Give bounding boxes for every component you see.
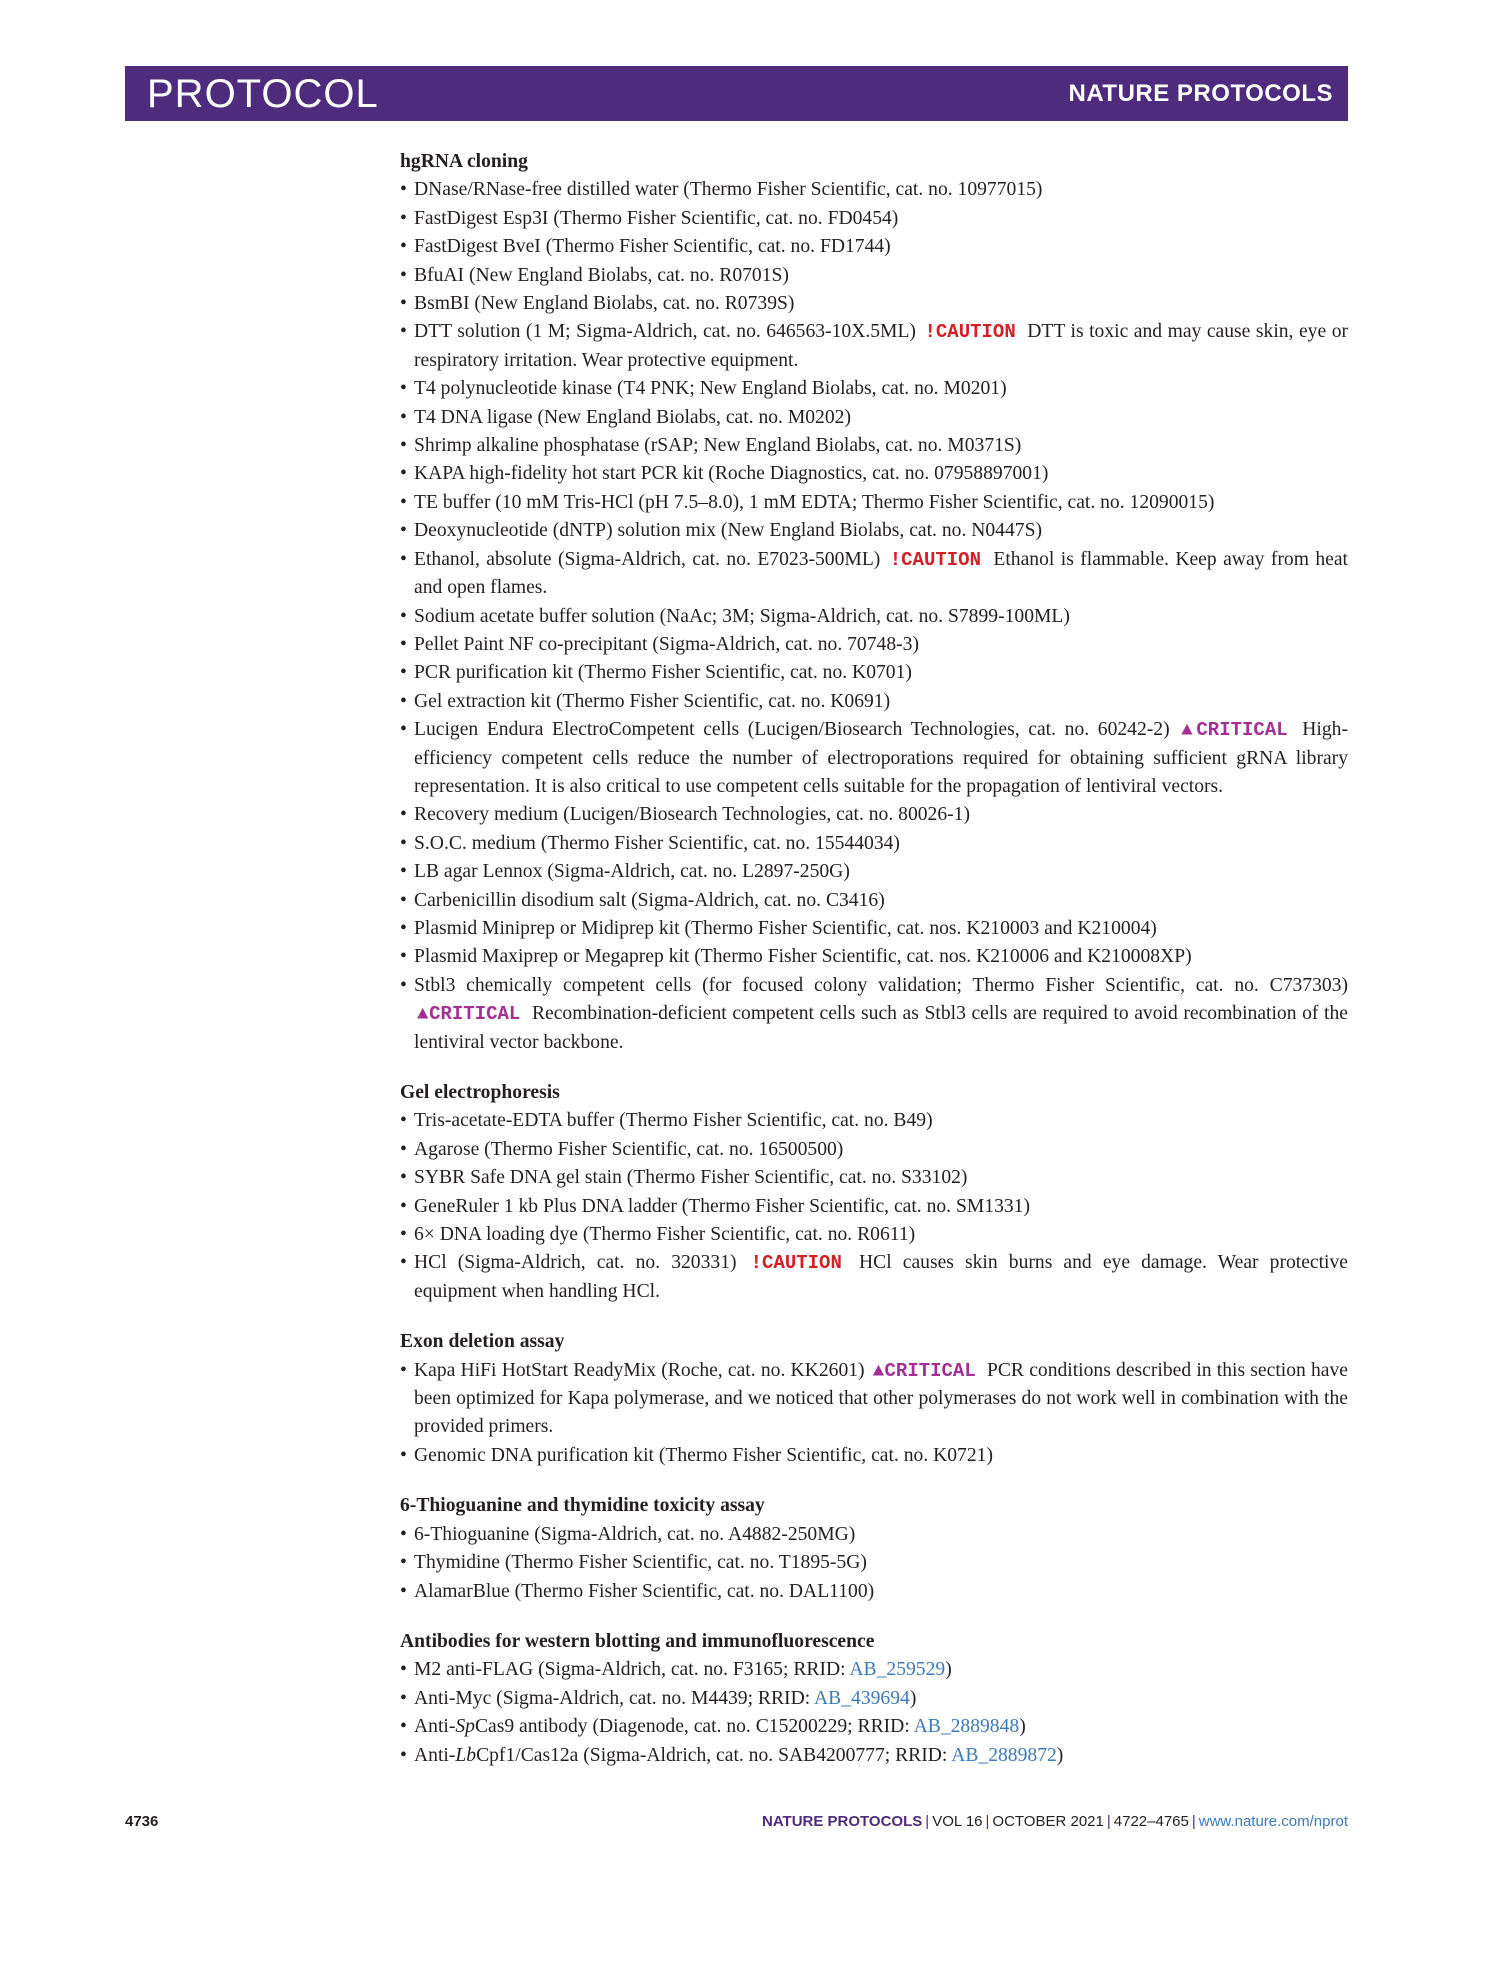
list-item: • Shrimp alkaline phosphatase (rSAP; New England Biolabs, cat. no. M0371S) — [400, 435, 1022, 457]
caution-note: Ethanol is flammable. Keep away from heat and open flames. — [414, 548, 1348, 599]
list-item: • Anti-SpCas9 antibody (Diagenode, cat. no. C15200229; RRID: AB_2889848) — [400, 1716, 1026, 1738]
footer-pages: 4722–4765 — [1113, 1813, 1189, 1830]
rrid-link[interactable]: AB_439694 — [814, 1687, 910, 1709]
list-item: • Stbl3 chemically competent cells (for focused colony validation; Thermo Fisher Scientific, cat. no. C737303) ▲CRITICAL Recombination-deficient competent cells such as Stbl3 cells are required to avoid recombination of the lentiviral vector backbone. — [400, 974, 1348, 1053]
section-heading: Antibodies for western blotting and immunofluorescence — [400, 1630, 875, 1652]
caution-note: HCl causes skin burns and eye damage. Wear protective equipment when handling HCl. — [414, 1252, 1348, 1302]
list-item: • FastDigest Esp3I (Thermo Fisher Scientific, cat. no. FD0454) — [400, 207, 899, 229]
list-item: • Anti-LbCpf1/Cas12a (Sigma-Aldrich, cat. no. SAB4200777; RRID: AB_2889872) — [400, 1744, 1064, 1766]
list-item: • 6-Thioguanine (Sigma-Aldrich, cat. no. A4882-250MG) — [400, 1523, 856, 1545]
list-item: • DNase/RNase-free distilled water (Thermo Fisher Scientific, cat. no. 10977015) — [400, 179, 1043, 201]
section-antibodies — [400, 1628, 1348, 1770]
citation: NATURE PROTOCOLS | VOL 16 | OCTOBER 2021 | 4722–4765 | www.nature.com/nprot — [761, 1813, 1348, 1830]
section-heading: 6-Thioguanine and thymidine toxicity assay — [400, 1495, 765, 1517]
list-item: • S.O.C. medium (Thermo Fisher Scientific, cat. no. 15544034) — [400, 832, 900, 854]
section-heading: Exon deletion assay — [400, 1331, 565, 1353]
page-footer — [125, 1813, 1348, 1837]
list-item: • GeneRuler 1 kb Plus DNA ladder (Thermo Fisher Scientific, cat. no. SM1331) — [400, 1195, 1031, 1217]
list-item: • Lucigen Endura ElectroCompetent cells (Lucigen/Biosearch Technologies, cat. no. 60242-2) ▲CRITICAL High-efficiency competent cells reduce the number of electroporations required for obtaining sufficient gRNA library representation. It is also critical to use competent cells suitable for the propagation of lentiviral vectors. — [400, 719, 1348, 797]
list-item: • Anti-Myc (Sigma-Aldrich, cat. no. M4439; RRID: AB_439694) — [400, 1687, 917, 1709]
critical-note: PCR conditions described in this section have been optimized for Kapa polymerase, and we noticed that other polymerases do not work well in combination with the provided primers. — [414, 1359, 1348, 1438]
footer-date: OCTOBER 2021 — [992, 1813, 1104, 1830]
list-item: • TE buffer (10 mM Tris-HCl (pH 7.5–8.0), 1 mM EDTA; Thermo Fisher Scientific, cat. no. 12090015) — [400, 491, 1215, 513]
list-item: • FastDigest BveI (Thermo Fisher Scientific, cat. no. FD1744) — [400, 236, 891, 258]
list-item: • Tris-acetate-EDTA buffer (Thermo Fisher Scientific, cat. no. B49) — [400, 1110, 933, 1132]
section-exon-deletion-assay — [400, 1328, 1348, 1470]
list-item: • Pellet Paint NF co-precipitant (Sigma-Aldrich, cat. no. 70748-3) — [400, 633, 919, 655]
caution-label: !CAUTION — [750, 1252, 842, 1275]
journal-name: NATURE PROTOCOLS — [1068, 80, 1333, 107]
list-item: • HCl (Sigma-Aldrich, cat. no. 320331) !CAUTION HCl causes skin burns and eye damage. Wear protective equipment when handling HCl. — [400, 1252, 1348, 1302]
footer-url[interactable]: www.nature.com/nprot — [1198, 1813, 1348, 1830]
list-item: • Thymidine (Thermo Fisher Scientific, cat. no. T1895-5G) — [400, 1552, 867, 1574]
section-hgrna-cloning — [400, 148, 1348, 1057]
list-item: • BsmBI (New England Biolabs, cat. no. R0739S) — [400, 293, 795, 315]
list-item: • PCR purification kit (Thermo Fisher Scientific, cat. no. K0701) — [400, 662, 912, 684]
list-item: • Gel extraction kit (Thermo Fisher Scientific, cat. no. K0691) — [400, 690, 891, 712]
list-item: • BfuAI (New England Biolabs, cat. no. R0701S) — [400, 264, 789, 286]
list-item: • Agarose (Thermo Fisher Scientific, cat. no. 16500500) — [400, 1138, 844, 1160]
list-item: • M2 anti-FLAG (Sigma-Aldrich, cat. no. F3165; RRID: AB_259529) — [400, 1659, 952, 1681]
rrid-link[interactable]: AB_2889872 — [951, 1744, 1057, 1766]
list-item: • Kapa HiFi HotStart ReadyMix (Roche, cat. no. KK2601) ▲CRITICAL PCR conditions described in this section have been optimized for Kapa polymerase, and we noticed that other polymerases do not work well in combination with the provided primers. — [400, 1359, 1348, 1438]
article-type: PROTOCOL — [147, 72, 379, 116]
section-gel-electrophoresis — [400, 1079, 1348, 1306]
list-item: • Deoxynucleotide (dNTP) solution mix (New England Biolabs, cat. no. N0447S) — [400, 520, 1042, 542]
list-item: • Recovery medium (Lucigen/Biosearch Technologies, cat. no. 80026-1) — [400, 804, 970, 826]
caution-note: DTT is toxic and may cause skin, eye or respiratory irritation. Wear protective equipment. — [414, 321, 1349, 371]
critical-label: ▲CRITICAL — [872, 1359, 976, 1382]
list-item: • Plasmid Maxiprep or Megaprep kit (Thermo Fisher Scientific, cat. nos. K210006 and K210008XP) — [400, 946, 1192, 968]
critical-label: ▲CRITICAL — [417, 1003, 521, 1026]
list-item: • KAPA high-fidelity hot start PCR kit (Roche Diagnostics, cat. no. 07958897001) — [400, 463, 1049, 485]
section-heading: hgRNA cloning — [400, 151, 528, 172]
list-item: • AlamarBlue (Thermo Fisher Scientific, cat. no. DAL1100) — [400, 1580, 875, 1602]
list-item: • 6× DNA loading dye (Thermo Fisher Scientific, cat. no. R0611) — [400, 1224, 916, 1246]
list-item: • Sodium acetate buffer solution (NaAc; 3M; Sigma-Aldrich, cat. no. S7899-100ML) — [400, 605, 1070, 627]
section-heading: Gel electrophoresis — [400, 1082, 560, 1103]
list-item: • Ethanol, absolute (Sigma-Aldrich, cat. no. E7023-500ML) !CAUTION Ethanol is flammable. Keep away from heat and open flames. — [400, 548, 1348, 599]
list-item: • SYBR Safe DNA gel stain (Thermo Fisher Scientific, cat. no. S33102) — [400, 1167, 968, 1189]
header-banner — [125, 66, 1348, 121]
list-item: • LB agar Lennox (Sigma-Aldrich, cat. no. L2897-250G) — [400, 861, 850, 883]
list-item: • Carbenicillin disodium salt (Sigma-Aldrich, cat. no. C3416) — [400, 889, 885, 911]
rrid-link[interactable]: AB_259529 — [849, 1659, 946, 1681]
caution-label: !CAUTION — [924, 321, 1016, 344]
list-item: • T4 polynucleotide kinase (T4 PNK; New England Biolabs, cat. no. M0201) — [400, 378, 1007, 400]
critical-note: High-efficiency competent cells reduce the number of electroporations required for obtaining sufficient gRNA library representation. It is also critical to use competent cells suitable for the propagation of lentiviral vectors. — [414, 719, 1348, 797]
list-item: • Plasmid Miniprep or Midiprep kit (Thermo Fisher Scientific, cat. nos. K210003 and K210004) — [400, 917, 1157, 939]
section-toxicity-assay — [400, 1492, 1348, 1606]
page-number: 4736 — [125, 1813, 159, 1830]
materials-list — [400, 148, 1348, 1792]
list-item: • T4 DNA ligase (New England Biolabs, cat. no. M0202) — [400, 406, 851, 428]
caution-label: !CAUTION — [889, 548, 981, 571]
list-item: • DTT solution (1 M; Sigma-Aldrich, cat. no. 646563-10X.5ML) !CAUTION DTT is toxic and may cause skin, eye or respiratory irritation. Wear protective equipment. — [400, 321, 1349, 371]
rrid-link[interactable]: AB_2889848 — [913, 1716, 1020, 1738]
footer-volume: VOL 16 — [932, 1813, 983, 1830]
critical-label: ▲CRITICAL — [1181, 719, 1288, 742]
critical-note: Recombination-deficient competent cells such as Stbl3 cells are required to avoid recombination of the lentiviral vector backbone. — [414, 1003, 1348, 1053]
list-item: • Genomic DNA purification kit (Thermo Fisher Scientific, cat. no. K0721) — [400, 1444, 993, 1466]
footer-journal: NATURE PROTOCOLS — [761, 1813, 923, 1830]
